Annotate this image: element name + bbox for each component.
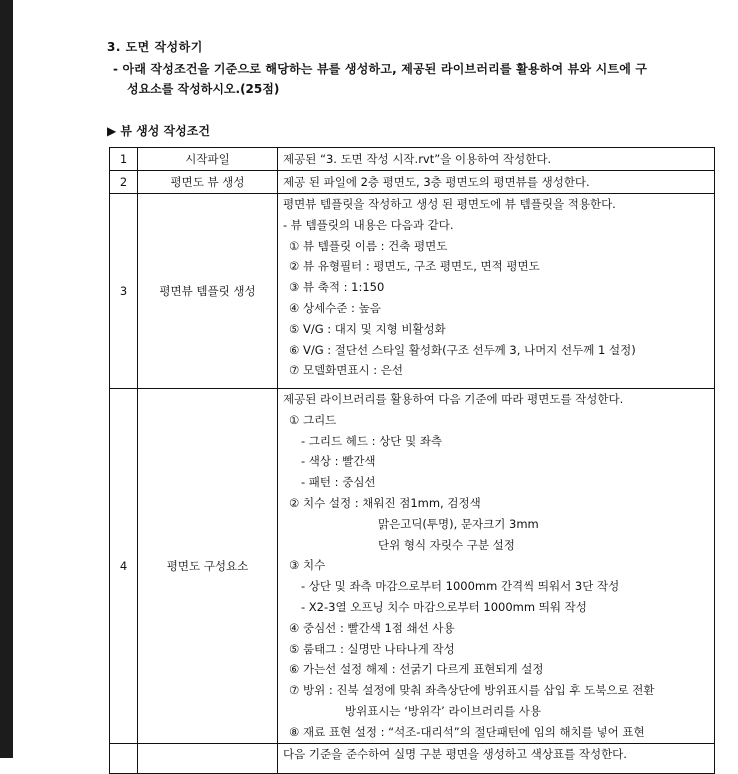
row-description [278, 743, 715, 773]
description-line: ③ 뷰 축적 : 1:150 [289, 280, 385, 295]
description-line: ⑦ 모델화면표시 : 은선 [289, 363, 404, 378]
row-description [278, 171, 715, 194]
table-row [110, 148, 715, 171]
description-line: ③ 치수 [289, 558, 326, 573]
row-description [278, 194, 715, 389]
description-line: 평면뷰 템플릿을 작성하고 생성 된 평면도에 뷰 템플릿을 적용한다. [283, 197, 616, 211]
left-margin-bar [0, 0, 13, 758]
row-description [278, 389, 715, 744]
conditions-table [109, 147, 715, 774]
row-number [110, 743, 138, 773]
description-line: ⑦ 방위 : 진북 설정에 맞춰 좌측상단에 방위표시를 삽입 후 도북으로 전환 [289, 683, 655, 698]
row-item-name [138, 743, 278, 773]
description-line: 다음 기준을 준수하여 실명 구분 평면을 생성하고 색상표를 작성한다. [283, 746, 627, 761]
row-description [278, 148, 715, 171]
row-number: 3 [110, 194, 138, 389]
description-line: - 색상 : 빨간색 [301, 454, 376, 469]
description-line: 방위표시는 ‘방위각’ 라이브러리를 사용 [345, 703, 542, 718]
table-row [110, 743, 715, 773]
description-line: 제공된 라이브러리를 활용하여 다음 기준에 따라 평면도를 작성한다. [283, 392, 624, 406]
section-title: 3. 도면 작성하기 [107, 40, 203, 54]
description-line: ④ 상세수준 : 높음 [289, 300, 381, 315]
row-number: 2 [110, 171, 138, 194]
description-line: - X2-3열 오프닝 치수 마감으로부터 1000mm 띄워 작성 [301, 599, 587, 614]
description-line: 단위 형식 자릿수 구분 설정 [378, 537, 515, 552]
description-line: ④ 중심선 : 빨간색 1점 쇄선 사용 [289, 620, 455, 635]
row-item-name: 평면뷰 템플릿 생성 [138, 194, 278, 389]
description-line: ① 뷰 템플릿 이름 : 건축 평면도 [289, 238, 448, 253]
table-row [110, 389, 715, 744]
row-item-name: 평면도 구성요소 [138, 389, 278, 744]
description-line: - 상단 및 좌측 마감으로부터 1000mm 간격씩 띄워서 3단 작성 [301, 579, 620, 594]
section-description-line-2: 성요소를 작성하시오.(25점) [127, 82, 280, 96]
description-line: ② 뷰 유형필터 : 평면도, 구조 평면도, 면적 평면도 [289, 259, 540, 274]
view-conditions-heading: ▶ 뷰 생성 작성조건 [107, 124, 210, 138]
description-line: ⑧ 재료 표현 설정 : “석조-대리석”의 절단패턴에 임의 해치를 넣어 표현 [289, 724, 645, 739]
description-line: ⑥ V/G : 절단선 스타일 활성화(구조 선두께 3, 나머지 선두께 1 설정) [289, 342, 636, 357]
description-line: ② 치수 설정 : 채워진 점1mm, 검정색 [289, 495, 481, 510]
description-line: - 그리드 헤드 : 상단 및 좌측 [301, 433, 443, 448]
description-line: ⑥ 가는선 설정 해제 : 선굵기 다르게 표현되게 설정 [289, 662, 544, 677]
description-line: 제공 된 파일에 2층 평면도, 3층 평면도의 평면뷰를 생성한다. [283, 174, 590, 189]
description-line: ⑤ V/G : 대지 및 지형 비활성화 [289, 321, 446, 336]
description-line: - 뷰 템플릿의 내용은 다음과 같다. [283, 217, 454, 232]
row-number: 1 [110, 148, 138, 171]
table-row [110, 194, 715, 389]
description-line: - 패턴 : 중심선 [301, 475, 376, 490]
description-line: 맑은고딕(투명), 문자크기 3mm [378, 516, 539, 531]
row-number: 4 [110, 389, 138, 744]
table-row [110, 171, 715, 194]
section-description-line-1: - 아래 작성조건을 기준으로 해당하는 뷰를 생성하고, 제공된 라이브러리를 활용하여 뷰와 시트에 구 [113, 62, 648, 76]
document-page [13, 0, 738, 761]
row-item-name: 시작파일 [138, 148, 278, 171]
description-line: ① 그리드 [289, 412, 337, 427]
description-line: ⑤ 룸태그 : 실명만 나타나게 작성 [289, 641, 455, 656]
description-line: 제공된 “3. 도면 작성 시작.rvt”을 이용하여 작성한다. [283, 151, 552, 166]
row-item-name: 평면도 뷰 생성 [138, 171, 278, 194]
